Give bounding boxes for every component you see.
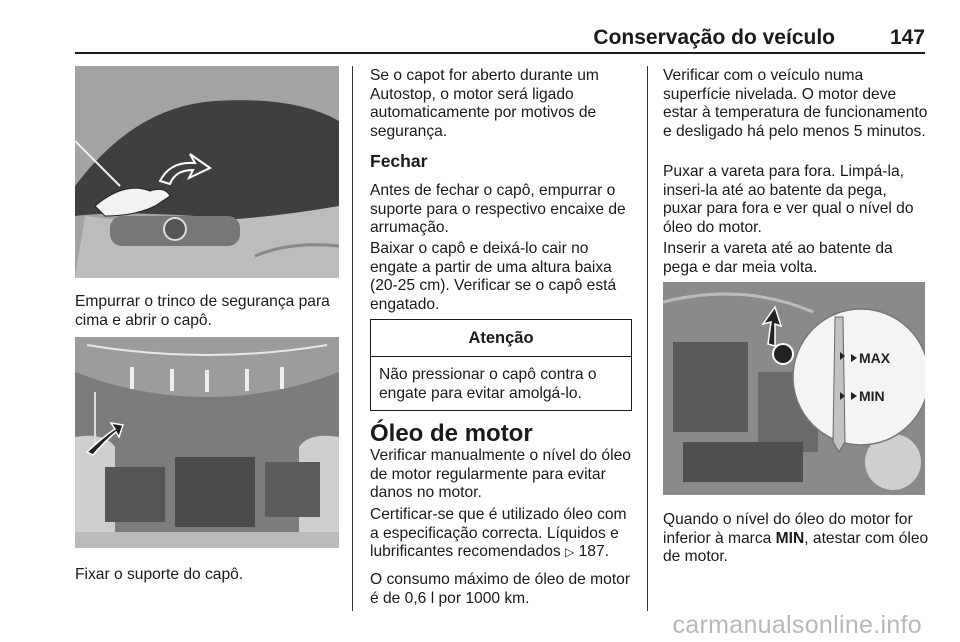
level-check-paragraph: Verificar com o veículo numa superfície nivelada. O motor deve estar à temperatura de funcionamento e desligado há pelo menos 5 minutos.	[663, 67, 928, 140]
refill-paragraph	[663, 511, 929, 567]
oil-paragraph-2	[370, 506, 638, 562]
close-paragraph-2: Baixar o capô e deixá-lo cair no engate a partir de uma altura baixa (20-25 cm). Verificar se o capô está engatado.	[370, 240, 617, 313]
caption-hood-support: Fixar o suporte do capô.	[75, 566, 244, 583]
page-title: Conservação do veículo	[593, 26, 835, 49]
dipstick-illustration	[663, 282, 925, 495]
page-number: 147	[889, 26, 925, 49]
hood-latch-drawing	[75, 66, 339, 278]
dipstick-drawing	[663, 282, 925, 495]
refill-text: Quando o nível do óleo do motor for inferior à marca	[663, 511, 913, 547]
insert-dipstick-paragraph: Inserir a vareta até ao batente da pega e dar meia volta.	[663, 240, 893, 276]
column-divider-2	[647, 66, 648, 611]
engine-bay-drawing	[75, 337, 339, 548]
notice-box	[370, 319, 632, 411]
page-reference-icon: ▷	[565, 545, 575, 559]
dipstick-max-label: MAX	[859, 350, 891, 366]
close-paragraph-1: Antes de fechar o capô, empurrar o suporte para o respectivo encaixe de arrumação.	[370, 182, 626, 236]
oil-paragraph-1: Verificar manualmente o nível do óleo de motor regularmente para evitar danos no motor.	[370, 447, 631, 501]
oil-paragraph-3: O consumo máximo de óleo de motor é de 0,6 l por 1000 km.	[370, 571, 631, 607]
column-divider-1	[352, 66, 353, 611]
notice-body: Não pressionar o capô contra o engate para evitar amolgá-lo.	[379, 366, 597, 402]
page-header	[75, 26, 925, 50]
watermark: carmanualsonline.info	[672, 611, 922, 639]
page-reference: 187.	[578, 543, 609, 560]
heading-engine-oil: Óleo de motor	[370, 420, 533, 447]
hood-support-illustration	[75, 337, 339, 548]
refill-text-end: , atestar com óleo de motor.	[663, 529, 929, 565]
notice-title: Atenção	[371, 320, 631, 357]
heading-close: Fechar	[370, 151, 428, 171]
caption-hood-latch: Empurrar o trinco de segurança para cima e abrir o capô.	[75, 293, 330, 329]
min-mark: MIN	[775, 529, 805, 547]
dipstick-paragraph: Puxar a vareta para fora. Limpá-la, inseri-la até ao batente da pega, puxar para fora e ver qual o nível do óleo do motor.	[663, 163, 914, 236]
oil-spec-text: Certificar-se que é utilizado óleo com a especificação correcta. Líquidos e lubrificantes recomendados	[370, 506, 627, 560]
hood-latch-illustration	[75, 66, 339, 278]
dipstick-min-label: MIN	[859, 388, 885, 404]
autostop-paragraph: Se o capot for aberto durante um Autostop, o motor será ligado automaticamente por motivos de segurança.	[370, 67, 599, 140]
header-rule	[75, 52, 925, 54]
